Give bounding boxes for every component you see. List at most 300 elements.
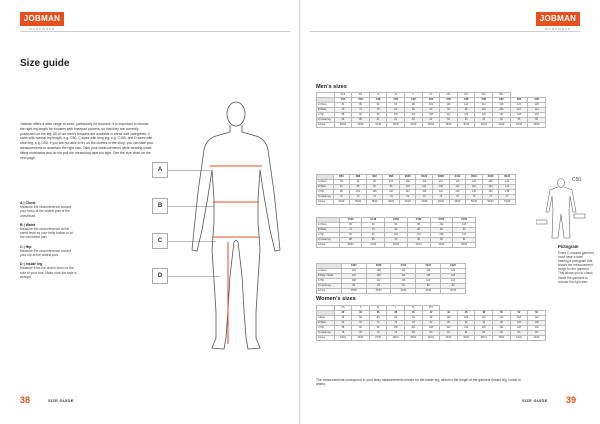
table-cell: 80 [334,118,352,123]
table-cell: 102 [440,316,458,321]
table-cell: 48/29 [449,200,466,205]
table-cell: 74 [387,321,405,326]
letter-size-cell: L [387,306,405,311]
table-cell: 118 [493,103,511,108]
brand-tagline: WORKWEAR [28,27,56,31]
table-cell: 92 [352,113,370,118]
table-cell: 94 [453,228,476,233]
size-header-cell: 46 [457,311,475,316]
table-cell: 82 [493,331,511,336]
size-header-cell: C44 [334,98,352,103]
table-cell: 106 [493,108,511,113]
table-cell: 118 [510,316,528,321]
size-header-cell: 54 [528,311,546,316]
table-cell: 81 [369,118,387,123]
table-cell: 66 [352,321,370,326]
table-cell: 78 [352,331,370,336]
row-label: Inches [317,336,335,341]
table-cell: 40/31 [493,336,511,341]
table-cell: 38/31 [475,336,493,341]
size-header-cell: 48 [475,311,493,316]
table-cell: 44/31 [528,336,546,341]
table-cell: 36/31 [457,336,475,341]
table-cell: 106 [453,223,476,228]
definition-inside-leg [20,262,92,279]
table-cell: 114 [493,316,511,321]
table-cell: 86 [369,316,387,321]
row-label: B Waist [317,321,335,326]
brand-logo: JOBMAN [20,12,64,26]
size-header-cell: 36 [369,311,387,316]
row-label: D Inside leg [317,238,340,243]
table-cell: 78 [334,331,352,336]
letter-size-cell: 5XL [493,93,511,98]
table-cell: 36/29 [350,200,367,205]
table-cell: 90 [333,180,350,185]
table-cell: 38/29 [366,200,383,205]
row-label: B Waist [317,185,334,190]
table-cell: 128 [510,326,528,331]
size-header-cell: C146 [339,218,362,223]
table-cell: 85 [528,118,546,123]
row-label: A Chest [317,103,335,108]
table-cell: 80 [352,118,370,123]
size-header-cell: C64 [510,98,528,103]
table-cell: 38/34 [453,243,476,248]
table-cell: 98 [457,108,475,113]
womens-sizes-title: Women's sizes [316,296,356,302]
letter-size-cell: XS [334,306,352,311]
table-cell: 70 [334,108,352,113]
table-cell: 84 [333,185,350,190]
size-header-cell: D104 [416,175,433,180]
page-number-right: 39 [566,395,577,405]
table-cell: 102 [383,180,400,185]
row-label: Inches [317,243,340,248]
table-cell: 90 [362,223,385,228]
table-cell: 94 [475,321,493,326]
table-cell: 24/31 [334,336,352,341]
table-cell: 92 [339,233,362,238]
row-label: Inches [317,289,342,294]
table-cell: 79 [369,331,387,336]
table-cell: 110 [383,190,400,195]
table-cell: 30/32 [352,123,370,128]
measurement-definitions [20,196,92,279]
letter-size-cell: 3XL [457,93,475,98]
table-cell: 100 [399,185,416,190]
table-cell: 122 [466,180,483,185]
page-number-left: 38 [20,395,31,405]
pictogram-text: Every C-marked garment must have a label bearing a pictogram that shows the measurement range for the garment. This allows you to check inside the garment to choose the right size. [558,251,594,284]
row-label: A Chest [317,223,340,228]
table-cell: 114 [528,108,546,113]
page-fold [299,0,301,424]
table-cell: 114 [433,180,450,185]
table-cell: 98 [366,180,383,185]
size-header-cell: C148 [362,218,385,223]
row-label: A Bust [317,316,335,321]
row-label: C Hip [317,113,335,118]
table-cell: 78 [369,108,387,113]
table-cell: 70 [369,321,387,326]
table-cell: 73 [366,195,383,200]
table-cell: 104 [407,233,430,238]
table-cell: 44/29 [416,200,433,205]
table-cell: 124 [493,326,511,331]
marker-c: C [152,233,168,249]
size-header-cell: C54 [422,98,440,103]
mens-wide-table [316,263,466,294]
table-cell: 90 [407,238,430,243]
pictogram-illustration [536,178,586,242]
size-header-cell: 32 [334,311,352,316]
table-cell: 77 [499,195,516,200]
row-label: A Chest [317,269,342,274]
row-label: C Hip [317,279,342,284]
size-header-cell: D96 [383,175,400,180]
row-label: D Inside leg [317,284,342,289]
size-header-cell: D124 [499,175,516,180]
table-cell: 50/29 [466,200,483,205]
table-cell: 81 [391,284,416,289]
footer-label-right: SIZE GUIDE [522,398,548,403]
size-header-cell: C58 [457,98,475,103]
table-cell: 48/32 [528,123,546,128]
table-cell: 54/29 [499,200,516,205]
size-header-cell: C152 [407,218,430,223]
table-cell: 34/31 [440,336,458,341]
table-cell: 122 [528,316,546,321]
table-cell: 73 [350,195,367,200]
table-cell: 98 [333,190,350,195]
table-cell: 92 [352,326,370,331]
table-cell: 108 [422,326,440,331]
table-cell: 80 [341,284,366,289]
definition-chest [20,201,92,218]
letter-size-cell: L [405,93,423,98]
table-cell: 98 [422,316,440,321]
table-cell: 82 [422,321,440,326]
table-cell: 102 [475,108,493,113]
definition-text: Measure the circumference at the same level as your belly button or at the narrowest part. [20,226,73,240]
table-cell: 88 [334,326,352,331]
table-cell: 104 [341,274,366,279]
pictogram-title: Pictogram [558,244,579,249]
table-cell: 83 [528,331,546,336]
size-header-cell: C156 [453,218,476,223]
table-cell: 30/31 [405,336,423,341]
table-cell: 96 [362,233,385,238]
table-cell: 126 [482,180,499,185]
size-header-cell: C50 [387,98,405,103]
row-label: A Chest [317,180,334,185]
table-cell: 132 [528,326,546,331]
table-row [317,336,546,341]
size-header-cell: 52 [510,311,528,316]
table-cell: 27/31 [369,336,387,341]
brand-logo: JOBMAN [536,12,580,26]
size-header-cell: C52 [405,98,423,103]
table-cell: 86 [352,103,370,108]
definition-title: B | Waist [20,222,36,227]
table-cell: 42/31 [510,336,528,341]
table-cell: 104 [405,113,423,118]
table-cell: 84 [493,118,511,123]
row-label: Inches [317,123,335,128]
table-cell: 89 [385,238,408,243]
table-cell: 106 [440,103,458,108]
size-header-cell: 50 [493,311,511,316]
table-cell: 130 [466,190,483,195]
table-cell: 78 [405,321,423,326]
table-cell: 42/32 [475,123,493,128]
table-cell: 82 [334,103,352,108]
table-cell: 82 [352,316,370,321]
table-cell: 116 [416,269,441,274]
table-cell: 96 [383,185,400,190]
table-cell: 108 [430,233,453,238]
letter-size-cell: XL [422,93,440,98]
table-cell: 98 [405,103,423,108]
marker-d: D [152,268,168,284]
table-cell: 34/29 [333,200,350,205]
table-cell: 94 [387,103,405,108]
size-header-cell: 38 [387,311,405,316]
table-cell: 96 [369,326,387,331]
table-row [317,123,546,128]
table-cell: 112 [453,233,476,238]
mens-sizes-title: Men's sizes [316,84,347,90]
table-cell: 82 [385,228,408,233]
table-cell: 76 [466,195,483,200]
size-header-cell: 42 [422,311,440,316]
size-header-cell: D84 [333,175,350,180]
table-cell: 91 [453,238,476,243]
table-cell: 74 [383,195,400,200]
table-cell: 32/31 [422,336,440,341]
definition-title: A | Chest [20,201,36,205]
size-header-cell: C48 [369,98,387,103]
table-cell: 118 [449,180,466,185]
table-cell: 100 [385,233,408,238]
table-cell: 85 [510,118,528,123]
letter-size-cell: 4XL [475,93,493,98]
size-header-cell: C150 [385,218,408,223]
table-cell: 112 [440,326,458,331]
row-label: D Inside leg [317,118,335,123]
table-cell: 128 [510,113,528,118]
size-header-cell: D108 [433,175,450,180]
table-cell: 116 [391,279,416,284]
table-cell: 106 [399,180,416,185]
table-cell: 116 [416,274,441,279]
table-cell: 36/32 [422,123,440,128]
size-header-cell: F116 [416,264,441,269]
table-cell: 86 [407,228,430,233]
row-label: D Inside leg [317,331,335,336]
definition-title: C | Hip [20,244,32,249]
table-cell: 89 [362,238,385,243]
table-cell: 124 [499,185,516,190]
table-cell: 110 [457,103,475,108]
table-cell: 86 [339,223,362,228]
table-cell: 90 [422,108,440,113]
definition-text: Measure from the crotch down to the sole of your foot. Make sure the tape is straight. [20,266,77,279]
size-header-cell: C66 [528,98,546,103]
table-cell: 104 [416,185,433,190]
size-header-cell: C62 [493,98,511,103]
table-cell: 112 [440,113,458,118]
table-cell: 120 [441,274,466,279]
row-label: D Inside leg [317,195,334,200]
size-header-cell: F104 [341,264,366,269]
table-cell: 78 [334,316,352,321]
size-header-cell: F108 [366,264,391,269]
definition-waist [20,223,92,240]
pictogram-size-label: C50 [572,177,582,183]
table-cell: 112 [449,185,466,190]
table-cell: 74 [339,228,362,233]
table-cell: 44/32 [493,123,511,128]
table-cell: 83 [510,331,528,336]
table-cell: 94 [405,316,423,321]
table-cell: 81 [457,331,475,336]
header-rule [310,31,580,32]
table-cell: 36/34 [430,243,453,248]
letter-size-cell: M [369,306,387,311]
table-cell: 110 [475,316,493,321]
table-cell: 77 [482,195,499,200]
table-cell: 102 [510,321,528,326]
table-cell: 42/29 [399,200,416,205]
table-cell: 104 [405,326,423,331]
table-cell: 75 [416,195,433,200]
table-cell: 90 [457,321,475,326]
page-title: Size guide [20,58,70,69]
table-row [317,200,516,205]
table-cell: 116 [457,326,475,331]
table-cell: 90 [387,316,405,321]
mens-long-table [316,217,476,248]
table-cell: 46/29 [433,200,450,205]
size-header-cell: D88 [350,175,367,180]
table-cell: 81 [387,118,405,123]
table-cell: 134 [482,190,499,195]
table-cell: 74 [399,195,416,200]
table-cell: 90 [369,103,387,108]
table-cell: 80 [422,331,440,336]
row-label: B Waist [317,108,335,113]
table-cell: 90 [430,238,453,243]
size-header-cell: D112 [449,175,466,180]
table-cell: 102 [430,223,453,228]
letter-size-cell: S [352,306,370,311]
size-header-cell: C154 [430,218,453,223]
table-cell: 32/34 [385,243,408,248]
table-cell: 82 [475,331,493,336]
table-cell: 86 [440,321,458,326]
size-header-cell: 40 [405,311,423,316]
brand-tagline: WORKWEAR [544,27,572,31]
table-cell: 114 [475,103,493,108]
table-cell: 82 [405,118,423,123]
table-cell: 108 [433,185,450,190]
size-header-cell: D100 [399,175,416,180]
table-row [317,243,476,248]
table-cell: 82 [441,284,466,289]
table-cell: 26/31 [352,336,370,341]
table-cell: 118 [416,190,433,195]
marker-a: A [152,162,168,178]
definition-text: Measure the circumference around your hip at the widest part. [20,248,72,258]
table-cell: 83 [457,118,475,123]
table-cell: 102 [350,190,367,195]
body-figure-illustration [184,100,288,362]
table-cell: 32/32 [387,123,405,128]
table-cell: 40/32 [457,123,475,128]
womens-table [316,305,546,341]
table-cell: 72 [333,195,350,200]
table-cell: 34/32 [405,123,423,128]
table-cell: 82 [422,118,440,123]
table-cell: 92 [366,185,383,190]
table-cell: 124 [493,113,511,118]
table-cell: 80 [405,331,423,336]
size-header-cell: C56 [440,98,458,103]
size-header-cell: D92 [366,175,383,180]
row-label: B Waist [317,228,340,233]
table-cell: 30/34 [339,243,362,248]
measurement-note: The measurements correspond to your body measurements except for the inside leg, which is the length of the garment (inside leg, crotch to ankle). [316,378,521,387]
table-cell: 126 [528,103,546,108]
table-cell: 40/29 [383,200,400,205]
table-cell: 46/32 [510,123,528,128]
table-cell: 98 [407,223,430,228]
table-cell: 116 [466,185,483,190]
table-cell: 46/32 [441,289,466,294]
table-cell: 76 [449,195,466,200]
table-cell: 106 [366,190,383,195]
size-header-cell: D116 [466,175,483,180]
footer-label-left: SIZE GUIDE [48,398,74,403]
table-cell: 94 [350,180,367,185]
header-rule [20,31,290,32]
table-cell: 120 [441,269,466,274]
table-cell: 112 [366,279,391,284]
letter-size-cell: S [369,93,387,98]
table-cell: 81 [366,284,391,289]
size-header-cell: 44 [440,311,458,316]
definition-hip [20,245,92,258]
mens-normal-table [316,92,546,128]
table-cell: 78 [362,228,385,233]
size-header-cell: F120 [441,264,466,269]
table-cell: 132 [528,113,546,118]
letter-size-cell: XXL [422,306,440,311]
table-cell: 108 [366,269,391,274]
size-header-cell: C46 [352,98,370,103]
table-cell: 96 [369,113,387,118]
intro-text: Jobman offers a wide range of sizes, particularly for trousers. It is important to choose the right leg length for trousers with kneepad pockets, so that they are correctly positioned on the leg. All of our men's trousers are available in these size categories: C sizes with normal leg length, e.g. C50, C sizes with long leg, e.g. C150, and D sizes with short leg, e.g. D96. If you are not able to try on the clothes in the shop, you can take your measurements to ascertain the right size. Take your measurements while wearing close-fitting underwear and do not pull the measuring tape too tight. See the size chart on the next page. [20,122,154,160]
table-cell: 44/32 [416,289,441,294]
size-header-cell: 34 [352,311,370,316]
table-cell: 88 [339,238,362,243]
table-cell: 102 [422,103,440,108]
table-cell: 86 [405,108,423,113]
table-cell: 100 [387,113,405,118]
table-cell: 114 [399,190,416,195]
